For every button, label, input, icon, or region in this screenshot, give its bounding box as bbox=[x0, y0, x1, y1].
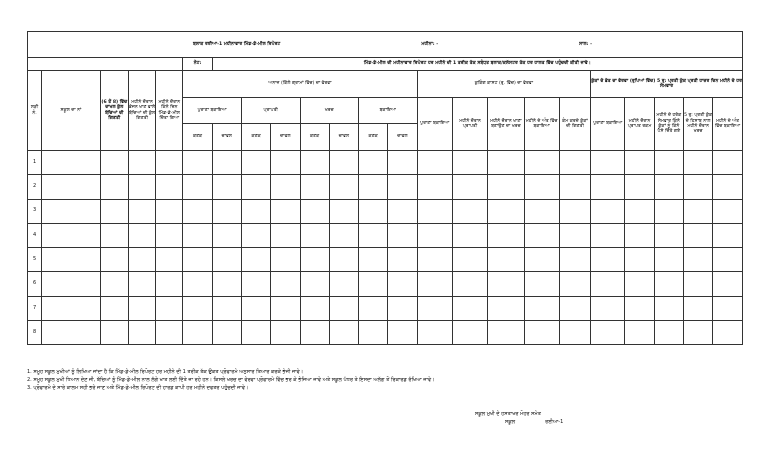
entry-cell[interactable] bbox=[156, 321, 183, 345]
entry-cell[interactable] bbox=[654, 151, 683, 175]
entry-cell[interactable] bbox=[212, 248, 241, 272]
entry-cell[interactable] bbox=[271, 296, 300, 320]
month-label: ਮਹੀਨਾ: - bbox=[421, 41, 439, 47]
entry-cell[interactable] bbox=[452, 248, 487, 272]
entry-cell[interactable] bbox=[388, 296, 417, 320]
entry-cell[interactable] bbox=[300, 248, 329, 272]
header-school: ਸਕੂਲ ਦਾ ਨਾਂ bbox=[42, 71, 101, 151]
entry-cell[interactable] bbox=[359, 272, 388, 296]
row-number: 4 bbox=[28, 223, 42, 247]
table-row bbox=[28, 223, 743, 247]
entry-cell[interactable] bbox=[128, 248, 155, 272]
entry-cell[interactable] bbox=[128, 175, 155, 199]
entry-cell[interactable] bbox=[42, 321, 101, 345]
entry-cell[interactable] bbox=[524, 151, 559, 175]
entry-cell[interactable] bbox=[128, 296, 155, 320]
entry-cell[interactable] bbox=[559, 272, 590, 296]
header-students: (6 ਤੋਂ 8) ਵਿੱਚ ਦਾਖਲ ਕੁੱਲ ਬੱਚਿਆਂ ਦੀ ਗਿਣਤੀ bbox=[100, 71, 128, 151]
entry-cell[interactable] bbox=[128, 223, 155, 247]
entry-cell[interactable] bbox=[417, 272, 452, 296]
entry-cell[interactable] bbox=[488, 296, 524, 320]
entry-cell[interactable] bbox=[591, 296, 625, 320]
entry-cell[interactable] bbox=[524, 223, 559, 247]
entry-cell[interactable] bbox=[212, 223, 241, 247]
note-label: ਨੋਟ: bbox=[183, 58, 212, 71]
header-cook-group: ਕੁੱਕਾਂ ਦੇ ਭੱਤ ਦਾ ਵੇਰਵਾ (ਰੁਪਿਆਂ ਵਿੱਚ) 5 ਰੁ: ਪ੍ਰਤੀ ਕੁੱਕ ਪ੍ਰਤੀ ਹਾਜ਼ਰ ਦਿਨ ਮਹੀਨੇ ਦੇ ਹਰ ਸੋਮਵਾਰ bbox=[591, 71, 743, 98]
data-rows bbox=[28, 151, 743, 345]
entry-cell[interactable] bbox=[713, 175, 743, 199]
header-grain-received: ਪ੍ਰਾਪਤੀ bbox=[241, 98, 300, 124]
entry-cell[interactable] bbox=[654, 175, 683, 199]
entry-cell[interactable] bbox=[452, 296, 487, 320]
entry-cell[interactable] bbox=[684, 272, 713, 296]
header-rice: ਚਾਵਲ bbox=[271, 124, 300, 151]
entry-cell[interactable] bbox=[183, 151, 212, 175]
row-number: 6 bbox=[28, 272, 42, 296]
table-row bbox=[28, 248, 743, 272]
entry-cell[interactable] bbox=[329, 296, 358, 320]
entry-cell[interactable] bbox=[42, 272, 101, 296]
header-cook-opening: ਪੁਰਾਣਾ ਬਕਾਇਆ bbox=[591, 98, 625, 151]
entry-cell[interactable] bbox=[241, 223, 270, 247]
entry-cell[interactable] bbox=[128, 151, 155, 175]
entry-cell[interactable] bbox=[300, 321, 329, 345]
header-days: ਮਹੀਨੇ ਦੌਰਾਨ ਕਿੰਨੇ ਦਿਨ ਮਿੱਡ-ਡੇ-ਮੀਲ ਦਿੱਤਾ ਗਿਆ bbox=[156, 71, 183, 151]
entry-cell[interactable] bbox=[241, 151, 270, 175]
entry-cell[interactable] bbox=[329, 272, 358, 296]
entry-cell[interactable] bbox=[625, 248, 654, 272]
entry-cell[interactable] bbox=[625, 175, 654, 199]
entry-cell[interactable] bbox=[241, 248, 270, 272]
entry-cell[interactable] bbox=[488, 248, 524, 272]
entry-cell[interactable] bbox=[684, 223, 713, 247]
entry-cell[interactable] bbox=[417, 296, 452, 320]
header-grain-group: ਅਨਾਜ (ਕਿੱਲੋ ਗ੍ਰਾਮਾਂ ਵਿੱਚ) ਦਾ ਵੇਰਵਾ bbox=[183, 71, 417, 98]
entry-cell[interactable] bbox=[212, 151, 241, 175]
entry-cell[interactable] bbox=[591, 321, 625, 345]
table-row bbox=[28, 151, 743, 175]
header-rice: ਚਾਵਲ bbox=[212, 124, 241, 151]
entry-cell[interactable] bbox=[417, 223, 452, 247]
entry-cell[interactable] bbox=[156, 175, 183, 199]
table-row bbox=[28, 175, 743, 199]
entry-cell[interactable] bbox=[559, 296, 590, 320]
entry-cell[interactable] bbox=[713, 199, 743, 223]
header-rice: ਚਾਵਲ bbox=[388, 124, 417, 151]
table-row bbox=[28, 199, 743, 223]
entry-cell[interactable] bbox=[42, 199, 101, 223]
entry-cell[interactable] bbox=[183, 296, 212, 320]
entry-cell[interactable] bbox=[684, 199, 713, 223]
entry-cell[interactable] bbox=[417, 199, 452, 223]
entry-cell[interactable] bbox=[684, 296, 713, 320]
entry-cell[interactable] bbox=[452, 223, 487, 247]
entry-cell[interactable] bbox=[300, 272, 329, 296]
entry-cell[interactable] bbox=[417, 151, 452, 175]
entry-cell[interactable] bbox=[271, 151, 300, 175]
entry-cell[interactable] bbox=[271, 272, 300, 296]
entry-cell[interactable] bbox=[524, 248, 559, 272]
entry-cell[interactable] bbox=[271, 248, 300, 272]
header-wheat: ਕਣਕ bbox=[241, 124, 270, 151]
header-cook-spent: 5 ਰੁ: ਪ੍ਰਤੀ ਕੁੱਕ ਦੇ ਹਿਸਾਬ ਨਾਲ ਮਹੀਨੇ ਦੌਰਾਨ ਖਰਚ bbox=[684, 98, 713, 151]
header-cost-spent: ਮਹੀਨੇ ਦੌਰਾਨ ਖਾਣਾ ਬਣਾਉਣ ਦਾ ਖਰਚ bbox=[488, 98, 524, 151]
entry-cell[interactable] bbox=[156, 272, 183, 296]
entry-cell[interactable] bbox=[452, 175, 487, 199]
entry-cell[interactable] bbox=[625, 296, 654, 320]
entry-cell[interactable] bbox=[524, 199, 559, 223]
row-number: 1 bbox=[28, 151, 42, 175]
header-wheat: ਕਣਕ bbox=[183, 124, 212, 151]
entry-cell[interactable] bbox=[241, 199, 270, 223]
header-cooks: ਕੰਮ ਕਰਦੇ ਕੁੱਕਾਂ ਦੀ ਗਿਣਤੀ bbox=[559, 98, 590, 151]
entry-cell[interactable] bbox=[488, 272, 524, 296]
entry-cell[interactable] bbox=[654, 296, 683, 320]
entry-cell[interactable] bbox=[524, 296, 559, 320]
entry-cell[interactable] bbox=[100, 272, 128, 296]
header-cook-received: ਮਹੀਨੇ ਦੌਰਾਨ ਪ੍ਰਾਪਤ ਰਕਮ bbox=[625, 98, 654, 151]
entry-cell[interactable] bbox=[488, 321, 524, 345]
entry-cell[interactable] bbox=[713, 296, 743, 320]
header-beneficiaries: ਮਹੀਨੇ ਦੌਰਾਨ ਭੋਜਨ ਖਾਣ ਵਾਲੇ ਬੱਚਿਆਂ ਦੀ ਕੁੱਲ ਗਿਣਤੀ bbox=[128, 71, 155, 151]
entry-cell[interactable] bbox=[100, 199, 128, 223]
entry-cell[interactable] bbox=[100, 321, 128, 345]
entry-cell[interactable] bbox=[452, 272, 487, 296]
entry-cell[interactable] bbox=[591, 151, 625, 175]
signature-school: ਸਕੂਲ bbox=[505, 419, 516, 425]
header-cost-group: ਕੁਕਿੰਗ ਕਾਸਟ (ਰੁ. ਵਿੱਚ) ਦਾ ਵੇਰਵਾ bbox=[417, 71, 591, 98]
entry-cell[interactable] bbox=[42, 248, 101, 272]
entry-cell[interactable] bbox=[359, 199, 388, 223]
signature-block bbox=[475, 410, 563, 426]
entry-cell[interactable] bbox=[559, 321, 590, 345]
entry-cell[interactable] bbox=[452, 321, 487, 345]
entry-cell[interactable] bbox=[559, 151, 590, 175]
entry-cell[interactable] bbox=[156, 199, 183, 223]
entry-cell[interactable] bbox=[100, 296, 128, 320]
entry-cell[interactable] bbox=[625, 151, 654, 175]
header-grain-opening: ਪੁਰਾਣਾ ਬਕਾਇਆ bbox=[183, 98, 242, 124]
entry-cell[interactable] bbox=[183, 199, 212, 223]
header-cook-paid: ਮਹੀਨੇ ਦੇ ਹਰੇਕ ਸੋਮਵਾਰ ਕਿੰਨੇ ਕੁੱਕਾਂ ਨੂੰ ਕਿੰਨੇ ਪੈਸੇ ਦਿੱਤੇ ਗਏ bbox=[654, 98, 683, 151]
report-title-bar bbox=[28, 32, 743, 58]
entry-cell[interactable] bbox=[156, 296, 183, 320]
footnotes bbox=[27, 368, 743, 392]
entry-cell[interactable] bbox=[524, 321, 559, 345]
report-title: ਬਲਾਕ ਰਈਆ-1 ਮਹੀਨਾਵਾਰ ਮਿੱਡ-ਡੇ-ਮੀਲ ਰਿਪੋਰਟ bbox=[193, 41, 281, 47]
entry-cell[interactable] bbox=[559, 248, 590, 272]
entry-cell[interactable] bbox=[241, 296, 270, 320]
entry-cell[interactable] bbox=[684, 175, 713, 199]
entry-cell[interactable] bbox=[654, 223, 683, 247]
entry-cell[interactable] bbox=[128, 321, 155, 345]
entry-cell[interactable] bbox=[591, 223, 625, 247]
entry-cell[interactable] bbox=[591, 272, 625, 296]
entry-cell[interactable] bbox=[183, 248, 212, 272]
header-rice: ਚਾਵਲ bbox=[329, 124, 358, 151]
entry-cell[interactable] bbox=[359, 151, 388, 175]
header-serial: ਲੜੀ ਨੰ. bbox=[28, 71, 42, 151]
entry-cell[interactable] bbox=[241, 321, 270, 345]
entry-cell[interactable] bbox=[488, 175, 524, 199]
entry-cell[interactable] bbox=[42, 151, 101, 175]
entry-cell[interactable] bbox=[42, 223, 101, 247]
entry-cell[interactable] bbox=[388, 321, 417, 345]
entry-cell[interactable] bbox=[625, 272, 654, 296]
entry-cell[interactable] bbox=[684, 248, 713, 272]
entry-cell[interactable] bbox=[388, 151, 417, 175]
row-number: 8 bbox=[28, 321, 42, 345]
entry-cell[interactable] bbox=[241, 272, 270, 296]
entry-cell[interactable] bbox=[128, 199, 155, 223]
entry-cell[interactable] bbox=[684, 321, 713, 345]
entry-cell[interactable] bbox=[212, 296, 241, 320]
entry-cell[interactable] bbox=[212, 321, 241, 345]
entry-cell[interactable] bbox=[183, 272, 212, 296]
header-cost-opening: ਪੁਰਾਣਾ ਬਕਾਇਆ bbox=[417, 98, 452, 151]
table-row bbox=[28, 321, 743, 345]
entry-cell[interactable] bbox=[488, 223, 524, 247]
header-cost-received: ਮਹੀਨੇ ਦੌਰਾਨ ਪ੍ਰਾਪਤੀ bbox=[452, 98, 487, 151]
entry-cell[interactable] bbox=[300, 175, 329, 199]
entry-cell[interactable] bbox=[300, 296, 329, 320]
entry-cell[interactable] bbox=[388, 223, 417, 247]
entry-cell[interactable] bbox=[359, 175, 388, 199]
entry-cell[interactable] bbox=[388, 272, 417, 296]
table-row bbox=[28, 272, 743, 296]
note-text: ਮਿੱਡ-ਡੇ-ਮੀਲ ਦੀ ਮਹੀਨਾਵਾਰ ਰਿਪੋਰਟ ਹਰ ਮਹੀਨੇ ਦੀ 1 ਤਰੀਕ ਤੱਕ ਸਬੰਧਤ ਬਲਾਕ/ਕਲੱਸਟਰ ਤੱਕ ਹਰ ਹਾਲਤ ਵਿੱਚ ਪਹੁੰਚਦੀ ਕੀਤੀ ਜਾਵੇ। bbox=[212, 58, 742, 71]
entry-cell[interactable] bbox=[625, 321, 654, 345]
entry-cell[interactable] bbox=[329, 321, 358, 345]
entry-cell[interactable] bbox=[417, 175, 452, 199]
entry-cell[interactable] bbox=[359, 223, 388, 247]
entry-cell[interactable] bbox=[183, 175, 212, 199]
header-wheat: ਕਣਕ bbox=[300, 124, 329, 151]
entry-cell[interactable] bbox=[713, 151, 743, 175]
entry-cell[interactable] bbox=[300, 223, 329, 247]
entry-cell[interactable] bbox=[128, 272, 155, 296]
entry-cell[interactable] bbox=[388, 199, 417, 223]
entry-cell[interactable] bbox=[329, 175, 358, 199]
entry-cell[interactable] bbox=[452, 199, 487, 223]
entry-cell[interactable] bbox=[524, 272, 559, 296]
entry-cell[interactable] bbox=[359, 321, 388, 345]
entry-cell[interactable] bbox=[271, 199, 300, 223]
entry-cell[interactable] bbox=[591, 199, 625, 223]
entry-cell[interactable] bbox=[42, 296, 101, 320]
entry-cell[interactable] bbox=[625, 199, 654, 223]
mid-day-meal-report-table bbox=[27, 31, 743, 345]
row-number: 3 bbox=[28, 199, 42, 223]
row-number: 7 bbox=[28, 296, 42, 320]
entry-cell[interactable] bbox=[241, 175, 270, 199]
entry-cell[interactable] bbox=[452, 151, 487, 175]
entry-cell[interactable] bbox=[212, 199, 241, 223]
entry-cell[interactable] bbox=[271, 175, 300, 199]
entry-cell[interactable] bbox=[559, 199, 590, 223]
entry-cell[interactable] bbox=[524, 175, 559, 199]
table-row bbox=[28, 296, 743, 320]
entry-cell[interactable] bbox=[559, 175, 590, 199]
entry-cell[interactable] bbox=[271, 223, 300, 247]
entry-cell[interactable] bbox=[713, 321, 743, 345]
report-sheet bbox=[27, 31, 743, 345]
signature-block-name: ਰਈਆ-1 bbox=[545, 419, 564, 425]
entry-cell[interactable] bbox=[684, 151, 713, 175]
signature-line: ਸਕੂਲ ਮੁਖੀ ਦੇ ਹਸਤਾਖਰ ਮੋਹਰ ਸਮੇਤ bbox=[475, 411, 541, 417]
entry-cell[interactable] bbox=[271, 321, 300, 345]
entry-cell[interactable] bbox=[300, 199, 329, 223]
entry-cell[interactable] bbox=[388, 175, 417, 199]
header-cost-balance: ਮਹੀਨੇ ਦੇ ਅੰਤ ਵਿੱਚ ਬਕਾਇਆ bbox=[524, 98, 559, 151]
footnote: 1. ਸਮੂਹ ਸਕੂਲ ਮੁਖੀਆਂ ਨੂੰ ਲਿਖਿਆ ਜਾਂਦਾ ਹੈ ਕਿ ਮਿੱਡ-ਡੇ-ਮੀਲ ਰਿਪੋਰਟ ਹਰ ਮਹੀਨੇ ਦੀ 1 ਤਰੀਕ ਤੱਕ ਉਕਤ ਪ੍ਰੋਫਾਰਮੇ ਅਨੁਸਾਰ ਤਿਆਰ ਕਰਕੇ ਭੇਜੀ ਜਾਵੇ। bbox=[27, 369, 304, 375]
entry-cell[interactable] bbox=[212, 272, 241, 296]
entry-cell[interactable] bbox=[625, 223, 654, 247]
entry-cell[interactable] bbox=[654, 321, 683, 345]
entry-cell[interactable] bbox=[417, 321, 452, 345]
entry-cell[interactable] bbox=[42, 175, 101, 199]
entry-cell[interactable] bbox=[300, 151, 329, 175]
entry-cell[interactable] bbox=[591, 175, 625, 199]
entry-cell[interactable] bbox=[654, 272, 683, 296]
row-number: 5 bbox=[28, 248, 42, 272]
entry-cell[interactable] bbox=[388, 248, 417, 272]
entry-cell[interactable] bbox=[488, 199, 524, 223]
year-label: ਸਾਲ: - bbox=[579, 41, 592, 47]
entry-cell[interactable] bbox=[488, 151, 524, 175]
entry-cell[interactable] bbox=[654, 248, 683, 272]
entry-cell[interactable] bbox=[100, 175, 128, 199]
entry-cell[interactable] bbox=[654, 199, 683, 223]
row-number: 2 bbox=[28, 175, 42, 199]
entry-cell[interactable] bbox=[156, 248, 183, 272]
footnote: 3. ਪ੍ਰੋਫਾਰਮੇ ਦੇ ਸਾਰੇ ਕਾਲਮ ਸਹੀ ਭਰੇ ਜਾਣ ਅਤੇ ਮਿੱਡ-ਡੇ-ਮੀਲ ਰਿਪੋਰਟ ਦੀ ਹਾਰਡ ਕਾਪੀ ਹਰ ਮਹੀਨੇ ਦਫਤਰ ਪਹੁੰਚਦੀ ਜਾਵੇ। bbox=[27, 385, 249, 391]
entry-cell[interactable] bbox=[100, 223, 128, 247]
entry-cell[interactable] bbox=[359, 296, 388, 320]
entry-cell[interactable] bbox=[713, 248, 743, 272]
entry-cell[interactable] bbox=[100, 248, 128, 272]
entry-cell[interactable] bbox=[417, 248, 452, 272]
footnote: 2. ਸਮੂਹ ਸਕੂਲ ਮੁਖੀ ਧਿਆਨ ਦੇਣ ਜੀ, ਬੱਚਿਆਂ ਨੂੰ ਮਿੱਡ-ਡੇ-ਮੀਲ ਨਾਲ ਲੱਗੇ ਖਾਤ ਲਈ ਦਿੱਤੇ ਜਾ ਰਹੇ ਹਨ। ਕਿਸਲੇ ਖਰਚ ਦਾ ਵੇਰਵਾ ਪ੍ਰੋਫਾਰਮੇ ਵਿੱਚ ਭਰ ਕੇ ਭੇਜਿਆ ਜਾਵੇ ਅਤੇ ਸਕੂਲ ਪੱਧਰ ਤੇ ਇਸਦਾ ਅਲੱਗ ਤੋਂ ਰਿਕਾਰਡ ਰੱਖਿਆ ਜਾਵੇ। bbox=[27, 377, 435, 383]
header-wheat: ਕਣਕ bbox=[359, 124, 388, 151]
entry-cell[interactable] bbox=[156, 151, 183, 175]
entry-cell[interactable] bbox=[329, 223, 358, 247]
header-grain-expense: ਖਰਚ bbox=[300, 98, 359, 124]
entry-cell[interactable] bbox=[100, 151, 128, 175]
header-cook-balance: ਮਹੀਨੇ ਦੇ ਅੰਤ ਵਿੱਚ ਬਕਾਇਆ bbox=[713, 98, 743, 151]
entry-cell[interactable] bbox=[156, 223, 183, 247]
entry-cell[interactable] bbox=[329, 199, 358, 223]
entry-cell[interactable] bbox=[183, 321, 212, 345]
entry-cell[interactable] bbox=[329, 151, 358, 175]
entry-cell[interactable] bbox=[713, 272, 743, 296]
header-grain-balance: ਬਕਾਇਆ bbox=[359, 98, 418, 124]
entry-cell[interactable] bbox=[329, 248, 358, 272]
entry-cell[interactable] bbox=[713, 223, 743, 247]
entry-cell[interactable] bbox=[591, 248, 625, 272]
entry-cell[interactable] bbox=[559, 223, 590, 247]
entry-cell[interactable] bbox=[359, 248, 388, 272]
entry-cell[interactable] bbox=[183, 223, 212, 247]
entry-cell[interactable] bbox=[212, 175, 241, 199]
